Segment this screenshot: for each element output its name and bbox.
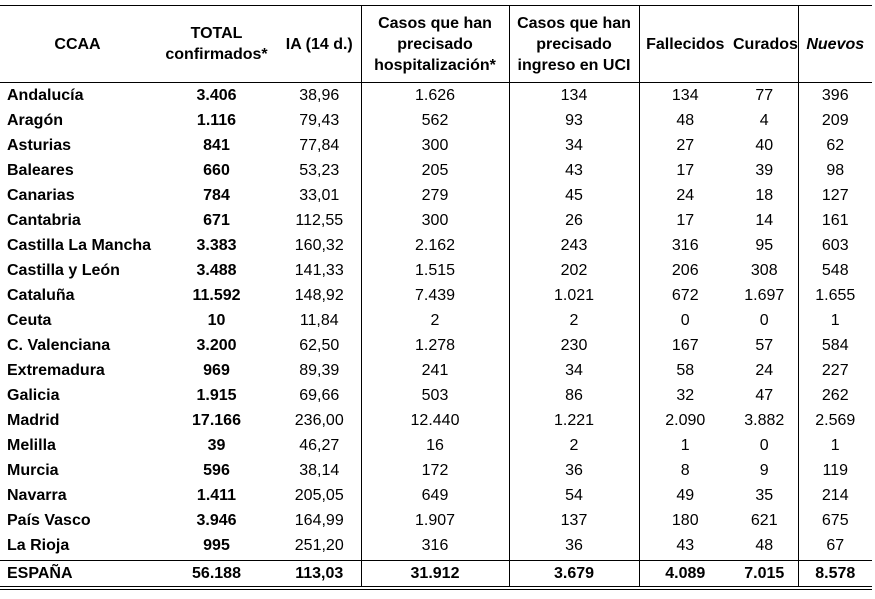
cell-ia: 11,84 — [278, 308, 361, 333]
cell-ia: 33,01 — [278, 183, 361, 208]
cell-uci: 54 — [509, 483, 639, 508]
cell-ccaa: País Vasco — [7, 512, 91, 529]
cell-hosp: 316 — [361, 533, 509, 561]
cell-fallecidos: 58 — [676, 362, 695, 379]
total-cell-fallecidos: 4.089 — [639, 561, 731, 589]
cell-ccaa: C. Valenciana — [7, 337, 111, 354]
cell-ia: 53,23 — [278, 158, 361, 183]
cell-uci: 1.221 — [509, 408, 639, 433]
cell-hosp: 2.162 — [361, 233, 509, 258]
cell-fallecidos: 49 — [676, 487, 695, 504]
cell-curados: 1.697 — [731, 283, 798, 308]
cell-total: 11.592 — [192, 287, 241, 304]
cell-total: 841 — [203, 137, 230, 154]
cell-uci: 34 — [509, 358, 639, 383]
cell-uci: 86 — [509, 383, 639, 408]
cell-uci: 230 — [509, 333, 639, 358]
cell-fallecidos: 2.090 — [665, 412, 706, 429]
table-row — [0, 383, 872, 408]
cell-fallecidos: 32 — [676, 387, 695, 404]
cell-nuevos: 584 — [821, 337, 849, 354]
cell-fallecidos: 43 — [676, 537, 695, 554]
cell-ccaa: Castilla y León — [7, 262, 120, 279]
cell-total: 1.915 — [196, 387, 237, 404]
cell-uci: 36 — [509, 533, 639, 561]
cell-ccaa: Melilla — [7, 437, 56, 454]
cell-nuevos: 1 — [830, 312, 840, 329]
cell-ia: 38,96 — [278, 83, 361, 109]
cell-hosp: 12.440 — [361, 408, 509, 433]
cell-fallecidos: 134 — [671, 87, 699, 104]
table-row — [0, 333, 872, 358]
cell-curados: 0 — [731, 308, 798, 333]
cell-nuevos: 209 — [821, 112, 849, 129]
cell-nuevos: 262 — [821, 387, 849, 404]
cell-fallecidos: 167 — [671, 337, 699, 354]
cell-curados: 48 — [731, 533, 798, 561]
header-fallecidos: Fallecidos — [639, 6, 731, 83]
cell-fallecidos: 8 — [680, 462, 690, 479]
cell-curados: 3.882 — [731, 408, 798, 433]
cell-total: 660 — [203, 162, 230, 179]
cell-fallecidos: 206 — [671, 262, 699, 279]
cell-ccaa: Andalucía — [7, 87, 84, 104]
cell-ia: 251,20 — [278, 533, 361, 561]
cell-ia: 160,32 — [278, 233, 361, 258]
header-hosp-line1: Casos que han — [378, 14, 492, 32]
cell-ia: 46,27 — [278, 433, 361, 458]
cell-nuevos: 161 — [821, 212, 849, 229]
cell-fallecidos: 27 — [676, 137, 695, 154]
cell-ia: 79,43 — [278, 108, 361, 133]
cell-hosp: 649 — [361, 483, 509, 508]
cell-total: 3.946 — [196, 512, 237, 529]
cell-total: 39 — [207, 437, 226, 454]
cell-hosp: 205 — [361, 158, 509, 183]
cell-nuevos: 67 — [826, 537, 845, 554]
cell-uci: 2 — [509, 433, 639, 458]
cell-uci: 45 — [509, 183, 639, 208]
cell-hosp: 172 — [361, 458, 509, 483]
cell-nuevos: 603 — [821, 237, 849, 254]
total-cell-uci: 3.679 — [509, 561, 639, 589]
table-row — [0, 283, 872, 308]
cell-fallecidos: 24 — [676, 187, 695, 204]
cell-ia: 69,66 — [278, 383, 361, 408]
cell-hosp: 241 — [361, 358, 509, 383]
cell-ia: 62,50 — [278, 333, 361, 358]
cell-total: 995 — [203, 537, 230, 554]
table-row — [0, 83, 872, 109]
cell-hosp: 16 — [361, 433, 509, 458]
cell-fallecidos: 1 — [680, 437, 690, 454]
cell-ccaa: La Rioja — [7, 537, 70, 554]
cell-hosp: 300 — [361, 133, 509, 158]
cell-hosp: 2 — [361, 308, 509, 333]
cell-nuevos: 98 — [826, 162, 845, 179]
cell-fallecidos: 48 — [676, 112, 695, 129]
cell-curados: 18 — [731, 183, 798, 208]
cell-uci: 137 — [509, 508, 639, 533]
table-body — [0, 83, 872, 589]
header-total-line2: confirmados* — [165, 46, 268, 63]
cell-nuevos: 548 — [821, 262, 849, 279]
total-cell-nuevos: 8.578 — [798, 561, 872, 589]
cell-fallecidos: 17 — [676, 162, 695, 179]
cell-curados: 77 — [731, 83, 798, 109]
cell-curados: 95 — [731, 233, 798, 258]
cell-total: 596 — [203, 462, 230, 479]
table-row — [0, 158, 872, 183]
cell-uci: 34 — [509, 133, 639, 158]
table-row — [0, 258, 872, 283]
cell-nuevos: 396 — [821, 87, 849, 104]
cell-fallecidos: 672 — [671, 287, 699, 304]
cell-nuevos: 675 — [821, 512, 849, 529]
cell-curados: 35 — [731, 483, 798, 508]
cell-fallecidos: 17 — [676, 212, 695, 229]
cell-hosp: 503 — [361, 383, 509, 408]
cell-curados: 57 — [731, 333, 798, 358]
cell-nuevos: 227 — [821, 362, 849, 379]
covid-ccaa-table — [0, 5, 872, 590]
header-uci — [509, 6, 639, 83]
cell-ia: 38,14 — [278, 458, 361, 483]
cell-ia: 89,39 — [278, 358, 361, 383]
cell-ccaa: Murcia — [7, 462, 59, 479]
cell-hosp: 1.626 — [361, 83, 509, 109]
header-row — [0, 6, 872, 83]
cell-ia: 148,92 — [278, 283, 361, 308]
cell-ccaa: Madrid — [7, 412, 60, 429]
cell-curados: 308 — [731, 258, 798, 283]
cell-ccaa: Aragón — [7, 112, 63, 129]
cell-hosp: 300 — [361, 208, 509, 233]
cell-total: 3.200 — [196, 337, 237, 354]
cell-uci: 93 — [509, 108, 639, 133]
table-row — [0, 408, 872, 433]
cell-uci: 1.021 — [509, 283, 639, 308]
cell-nuevos: 119 — [822, 462, 848, 479]
cell-uci: 26 — [509, 208, 639, 233]
cell-ccaa: Extremadura — [7, 362, 105, 379]
cell-fallecidos: 0 — [680, 312, 690, 329]
table-row — [0, 458, 872, 483]
table-row — [0, 133, 872, 158]
cell-hosp: 1.278 — [361, 333, 509, 358]
cell-hosp: 562 — [361, 108, 509, 133]
cell-ia: 205,05 — [278, 483, 361, 508]
cell-curados: 0 — [731, 433, 798, 458]
total-cell-total: 56.188 — [155, 561, 278, 589]
table-row — [0, 208, 872, 233]
table-row — [0, 183, 872, 208]
cell-ia: 236,00 — [278, 408, 361, 433]
cell-nuevos: 1.655 — [815, 287, 856, 304]
cell-total: 969 — [203, 362, 230, 379]
header-total-line1: TOTAL — [190, 25, 243, 42]
cell-hosp: 1.515 — [361, 258, 509, 283]
cell-ccaa: Asturias — [7, 137, 72, 154]
cell-curados: 24 — [731, 358, 798, 383]
table-row — [0, 433, 872, 458]
cell-ccaa: Galicia — [7, 387, 60, 404]
header-ia: IA (14 d.) — [278, 6, 361, 83]
total-cell-curados: 7.015 — [731, 561, 798, 589]
cell-uci: 134 — [509, 83, 639, 109]
cell-ccaa: Baleares — [7, 162, 74, 179]
cell-total: 3.406 — [196, 87, 237, 104]
cell-curados: 9 — [731, 458, 798, 483]
cell-uci: 43 — [509, 158, 639, 183]
cell-ccaa: Cataluña — [7, 287, 75, 304]
cell-nuevos: 1 — [830, 437, 840, 454]
cell-uci: 243 — [509, 233, 639, 258]
header-uci-line3: ingreso en UCI — [517, 56, 631, 74]
cell-total: 1.116 — [196, 112, 237, 129]
table-row — [0, 308, 872, 333]
header-total — [155, 6, 278, 83]
total-cell-ccaa: ESPAÑA — [0, 561, 155, 589]
cell-fallecidos: 180 — [671, 512, 699, 529]
cell-curados: 4 — [731, 108, 798, 133]
cell-total: 784 — [203, 187, 230, 204]
cell-fallecidos: 316 — [671, 237, 699, 254]
cell-uci: 2 — [509, 308, 639, 333]
header-curados: Curados — [731, 6, 798, 83]
cell-uci: 202 — [509, 258, 639, 283]
table-row — [0, 358, 872, 383]
cell-curados: 47 — [731, 383, 798, 408]
cell-ccaa: Castilla La Mancha — [7, 237, 152, 254]
cell-total: 3.383 — [196, 237, 237, 254]
cell-hosp: 7.439 — [361, 283, 509, 308]
cell-curados: 40 — [731, 133, 798, 158]
table-row — [0, 483, 872, 508]
header-uci-line1: Casos que han — [517, 14, 631, 32]
cell-nuevos: 2.569 — [815, 412, 856, 429]
cell-hosp: 279 — [361, 183, 509, 208]
total-cell-hosp: 31.912 — [361, 561, 509, 589]
cell-ia: 112,55 — [278, 208, 361, 233]
header-hospitalizacion — [361, 6, 509, 83]
cell-nuevos: 214 — [821, 487, 849, 504]
cell-hosp: 1.907 — [361, 508, 509, 533]
total-row — [0, 561, 872, 589]
cell-uci: 36 — [509, 458, 639, 483]
header-hosp-line2: precisado — [397, 35, 473, 53]
cell-ccaa: Cantabria — [7, 212, 81, 229]
cell-curados: 621 — [731, 508, 798, 533]
cell-curados: 39 — [731, 158, 798, 183]
header-uci-line2: precisado — [536, 35, 612, 53]
cell-total: 17.166 — [192, 412, 241, 429]
total-cell-ia: 113,03 — [278, 561, 361, 589]
cell-nuevos: 62 — [826, 137, 845, 154]
cell-ccaa: Ceuta — [7, 312, 52, 329]
header-hosp-line3: hospitalización* — [374, 56, 496, 74]
cell-total: 1.411 — [196, 487, 237, 504]
cell-ccaa: Navarra — [7, 487, 67, 504]
cell-total: 671 — [203, 212, 230, 229]
table-row — [0, 108, 872, 133]
cell-ia: 164,99 — [278, 508, 361, 533]
table-row — [0, 508, 872, 533]
cell-ia: 141,33 — [278, 258, 361, 283]
cell-total: 10 — [207, 312, 226, 329]
cell-total: 3.488 — [196, 262, 237, 279]
covid-table-container — [0, 5, 875, 590]
table-row — [0, 233, 872, 258]
cell-ccaa: Canarias — [7, 187, 75, 204]
header-nuevos: Nuevos — [798, 6, 872, 83]
cell-ia: 77,84 — [278, 133, 361, 158]
header-ccaa: CCAA — [0, 6, 155, 83]
cell-nuevos: 127 — [821, 187, 849, 204]
cell-curados: 14 — [731, 208, 798, 233]
table-row — [0, 533, 872, 561]
